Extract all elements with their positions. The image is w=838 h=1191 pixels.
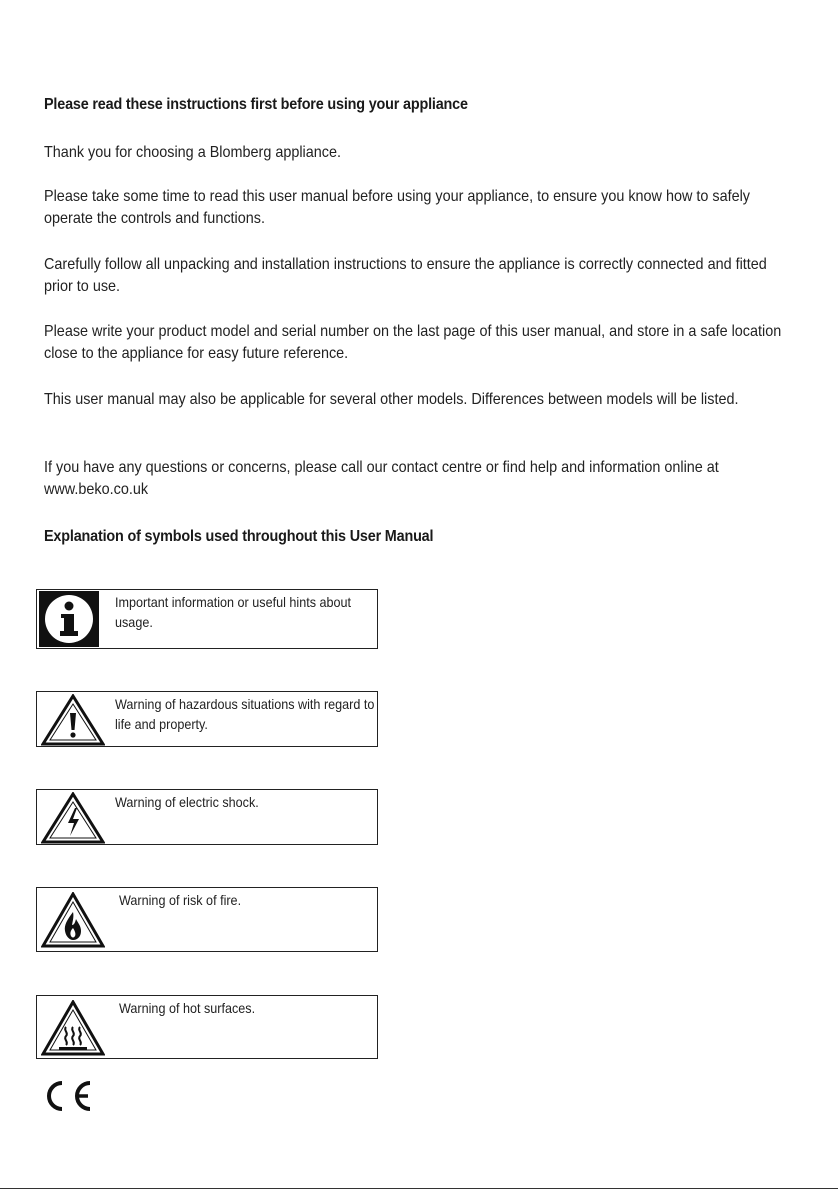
symbol-info-text: Important information or useful hints about usage. [115, 594, 352, 630]
paragraph-thanks: Thank you for choosing a Blomberg appliance. [44, 144, 341, 161]
footer-rule [0, 1188, 838, 1189]
symbol-info-box [36, 589, 378, 649]
symbol-warning-box [36, 691, 378, 747]
symbol-hot-surface-box [36, 995, 378, 1059]
symbols-heading: Explanation of symbols used throughout this User Manual [44, 528, 434, 545]
symbol-electric-box [36, 789, 378, 845]
symbol-fire-box [36, 887, 378, 952]
paragraph-serial-number: Please write your product model and serial number on the last page of this user manual, and store in a safe location close to the appliance for easy future reference. [44, 323, 782, 362]
symbol-electric-text: Warning of electric shock. [115, 794, 259, 810]
hot-surface-icon [41, 1000, 105, 1061]
electric-shock-icon [41, 792, 105, 849]
paragraph-read-manual: Please take some time to read this user manual before using your appliance, to ensure you know how to safely operate the controls and functions. [44, 188, 750, 227]
ce-mark-logo [40, 1080, 94, 1117]
fire-icon [41, 892, 105, 953]
symbol-hot-surface-text: Warning of hot surfaces. [119, 1000, 256, 1016]
paragraph-other-models: This user manual may also be applicable for several other models. Differences between models will be listed. [44, 391, 739, 408]
symbol-warning-text: Warning of hazardous situations with regard to life and property. [115, 696, 375, 732]
paragraph-contact: If you have any questions or concerns, please call our contact centre or find help and information online at www.beko.co.uk [44, 459, 719, 498]
intro-heading: Please read these instructions first before using your appliance [44, 96, 468, 113]
warning-exclamation-icon [41, 694, 105, 751]
symbol-fire-text: Warning of risk of fire. [119, 892, 242, 908]
paragraph-installation: Carefully follow all unpacking and installation instructions to ensure the appliance is correctly connected and fitted prior to use. [44, 256, 767, 295]
info-icon [39, 591, 99, 652]
